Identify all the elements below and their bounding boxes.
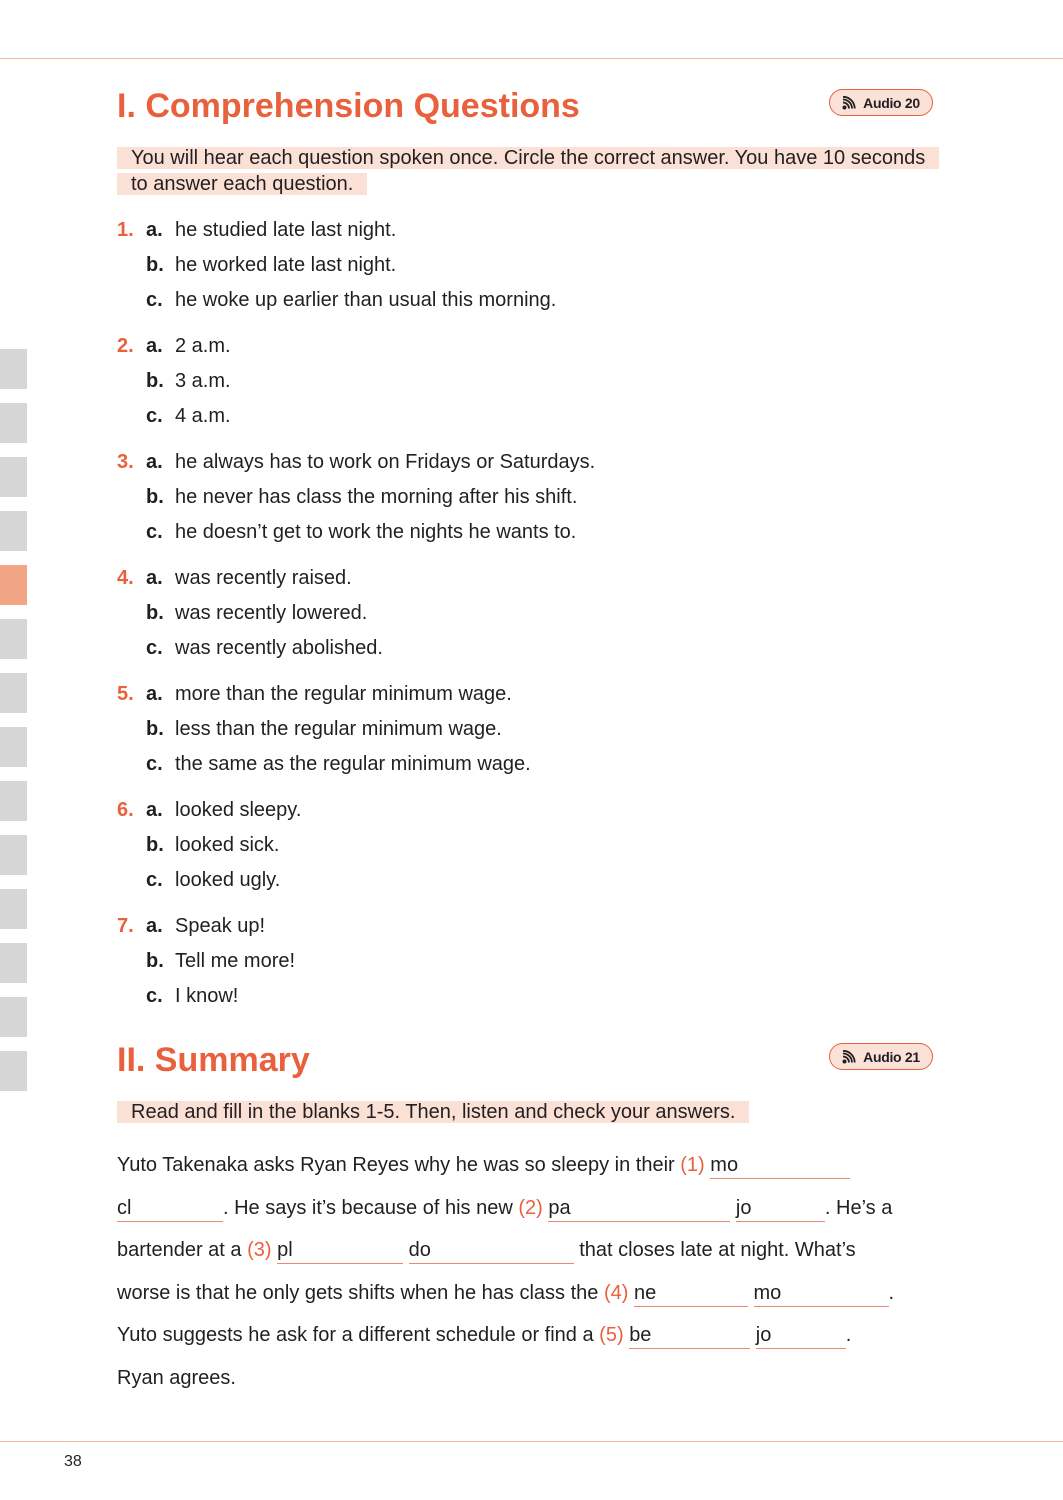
option-text: looked sleepy. xyxy=(175,799,302,821)
question-number: 6. xyxy=(117,799,134,821)
blank-4a[interactable]: ne xyxy=(634,1280,748,1307)
question-3 xyxy=(117,450,937,555)
summary-paragraph xyxy=(117,1144,937,1399)
blank-1a[interactable]: mo xyxy=(710,1152,850,1179)
chapter-tab xyxy=(0,403,27,443)
option-3a[interactable] xyxy=(117,450,937,485)
blank-number: (1) xyxy=(680,1154,705,1176)
option-1c[interactable] xyxy=(117,288,937,323)
chapter-side-tabs xyxy=(0,349,27,1105)
option-4a[interactable] xyxy=(117,566,937,601)
question-number: 7. xyxy=(117,915,134,937)
chapter-tab xyxy=(0,349,27,389)
option-text: he never has class the morning after his shift. xyxy=(175,486,578,508)
blank-2b[interactable]: jo xyxy=(736,1195,825,1222)
chapter-tab xyxy=(0,619,27,659)
option-text: he always has to work on Fridays or Saturdays. xyxy=(175,451,596,473)
question-number: 4. xyxy=(117,567,134,589)
blank-3a[interactable]: pl xyxy=(277,1237,403,1264)
blank-4b[interactable]: mo xyxy=(754,1280,889,1307)
option-letter: a. xyxy=(146,915,163,937)
blank-2a[interactable]: pa xyxy=(548,1195,730,1222)
option-3b[interactable] xyxy=(117,485,937,520)
page-number: 38 xyxy=(64,1453,82,1470)
audio-waves-icon xyxy=(842,96,858,110)
question-1 xyxy=(117,218,937,323)
option-letter: b. xyxy=(146,370,164,392)
option-letter: b. xyxy=(146,486,164,508)
question-5 xyxy=(117,682,937,787)
option-text: Tell me more! xyxy=(175,950,296,972)
blank-number: (2) xyxy=(518,1196,543,1219)
option-letter: c. xyxy=(146,289,163,311)
question-number: 3. xyxy=(117,451,134,473)
option-text: he worked late last night. xyxy=(175,254,397,276)
summary-line xyxy=(117,1357,937,1400)
option-text: less than the regular minimum wage. xyxy=(175,718,502,740)
option-text: he woke up earlier than usual this morning. xyxy=(175,289,557,311)
chapter-tab xyxy=(0,943,27,983)
blank-5a[interactable]: be xyxy=(629,1322,750,1349)
option-7c[interactable] xyxy=(117,984,937,1019)
audio-20-button[interactable] xyxy=(829,89,933,116)
option-letter: c. xyxy=(146,405,163,427)
summary-text: bartender at a xyxy=(117,1239,248,1261)
option-text: he studied late last night. xyxy=(175,219,397,241)
section-2-instruction-text: Read and fill in the blanks 1-5. Then, listen and check your answers. xyxy=(117,1101,749,1123)
option-text: I know! xyxy=(175,985,239,1007)
chapter-tab xyxy=(0,835,27,875)
option-text: 2 a.m. xyxy=(175,335,231,357)
option-letter: a. xyxy=(146,451,163,473)
option-4b[interactable] xyxy=(117,601,937,636)
option-6b[interactable] xyxy=(117,833,937,868)
option-1b[interactable] xyxy=(117,253,937,288)
option-text: the same as the regular minimum wage. xyxy=(175,753,531,775)
option-letter: a. xyxy=(146,335,163,357)
option-7a[interactable] xyxy=(117,914,937,949)
chapter-tab xyxy=(0,673,27,713)
chapter-tab xyxy=(0,727,27,767)
section-1-instruction xyxy=(117,145,937,197)
audio-waves-icon xyxy=(842,1050,858,1064)
option-5c[interactable] xyxy=(117,752,937,787)
option-letter: a. xyxy=(146,799,163,821)
question-4 xyxy=(117,566,937,671)
option-text: was recently abolished. xyxy=(175,637,383,659)
option-letter: a. xyxy=(146,567,163,589)
option-6a[interactable] xyxy=(117,798,937,833)
summary-line xyxy=(117,1272,937,1315)
option-letter: c. xyxy=(146,985,163,1007)
option-5a[interactable] xyxy=(117,682,937,717)
option-letter: b. xyxy=(146,602,164,624)
summary-line xyxy=(117,1187,937,1230)
audio-20-label: Audio 20 xyxy=(863,94,920,111)
blank-5b[interactable]: jo xyxy=(756,1322,846,1349)
chapter-tab xyxy=(0,997,27,1037)
section-2-title: II. Summary xyxy=(117,1041,310,1079)
blank-number: (4) xyxy=(603,1281,629,1304)
bottom-divider xyxy=(0,1441,1063,1442)
option-letter: b. xyxy=(146,834,164,856)
question-2 xyxy=(117,334,937,439)
option-3c[interactable] xyxy=(117,520,937,555)
chapter-tab-current xyxy=(0,565,27,605)
chapter-tab xyxy=(0,457,27,497)
option-text: he doesn’t get to work the nights he wants to. xyxy=(175,521,577,543)
question-number: 5. xyxy=(117,683,134,705)
option-text: more than the regular minimum wage. xyxy=(175,683,512,705)
option-4c[interactable] xyxy=(117,636,937,671)
question-7 xyxy=(117,914,937,1019)
summary-text: worse is that he only gets shifts when he has class the xyxy=(117,1281,604,1304)
summary-text: . xyxy=(888,1281,895,1304)
option-7b[interactable] xyxy=(117,949,937,984)
option-text: looked ugly. xyxy=(175,869,281,891)
option-letter: c. xyxy=(146,753,163,775)
option-6c[interactable] xyxy=(117,868,937,903)
summary-text: . xyxy=(845,1324,852,1346)
option-text: was recently lowered. xyxy=(175,602,368,624)
section-1-instruction-text: You will hear each question spoken once. Circle the correct answer. You have 10 seconds to answer each question. xyxy=(117,147,939,195)
summary-text: . He’s a xyxy=(824,1196,893,1219)
option-5b[interactable] xyxy=(117,717,937,752)
option-letter: b. xyxy=(146,950,164,972)
chapter-tab xyxy=(0,889,27,929)
option-letter: a. xyxy=(146,683,163,705)
chapter-tab xyxy=(0,511,27,551)
option-text: 4 a.m. xyxy=(175,405,231,427)
option-text: looked sick. xyxy=(175,834,280,856)
summary-line xyxy=(117,1314,937,1357)
section-1-title: I. Comprehension Questions xyxy=(117,87,580,125)
option-letter: a. xyxy=(146,219,163,241)
option-letter: c. xyxy=(146,521,163,543)
summary-text: that closes late at night. What’s xyxy=(579,1239,856,1261)
blank-number: (3) xyxy=(247,1239,272,1261)
top-divider xyxy=(0,58,1063,59)
section-2-instruction xyxy=(117,1099,749,1125)
summary-text: Yuto suggests he ask for a different schedule or find a xyxy=(117,1324,600,1346)
option-2c[interactable] xyxy=(117,404,937,439)
summary-text: . He says it’s because of his new xyxy=(223,1196,519,1219)
option-letter: b. xyxy=(146,718,164,740)
chapter-tab xyxy=(0,1051,27,1091)
option-letter: c. xyxy=(146,869,163,891)
audio-21-button[interactable] xyxy=(829,1043,933,1070)
blank-1b[interactable]: cl xyxy=(117,1195,223,1222)
option-text: was recently raised. xyxy=(175,567,352,589)
blank-number: (5) xyxy=(599,1324,624,1346)
option-letter: c. xyxy=(146,637,163,659)
question-number: 1. xyxy=(117,219,134,241)
summary-text: Ryan agrees. xyxy=(117,1366,236,1389)
chapter-tab xyxy=(0,781,27,821)
question-number: 2. xyxy=(117,335,134,357)
option-letter: b. xyxy=(146,254,164,276)
option-2a[interactable] xyxy=(117,334,937,369)
option-2b[interactable] xyxy=(117,369,937,404)
summary-text: Yuto Takenaka asks Ryan Reyes why he was so sleepy in their xyxy=(117,1154,681,1176)
summary-line xyxy=(117,1229,937,1272)
audio-21-label: Audio 21 xyxy=(863,1048,920,1065)
option-text: 3 a.m. xyxy=(175,370,231,392)
summary-line xyxy=(117,1144,937,1187)
question-6 xyxy=(117,798,937,903)
option-text: Speak up! xyxy=(175,915,266,937)
question-list xyxy=(117,218,937,1030)
blank-3b[interactable]: do xyxy=(409,1237,574,1264)
option-1a[interactable] xyxy=(117,218,937,253)
